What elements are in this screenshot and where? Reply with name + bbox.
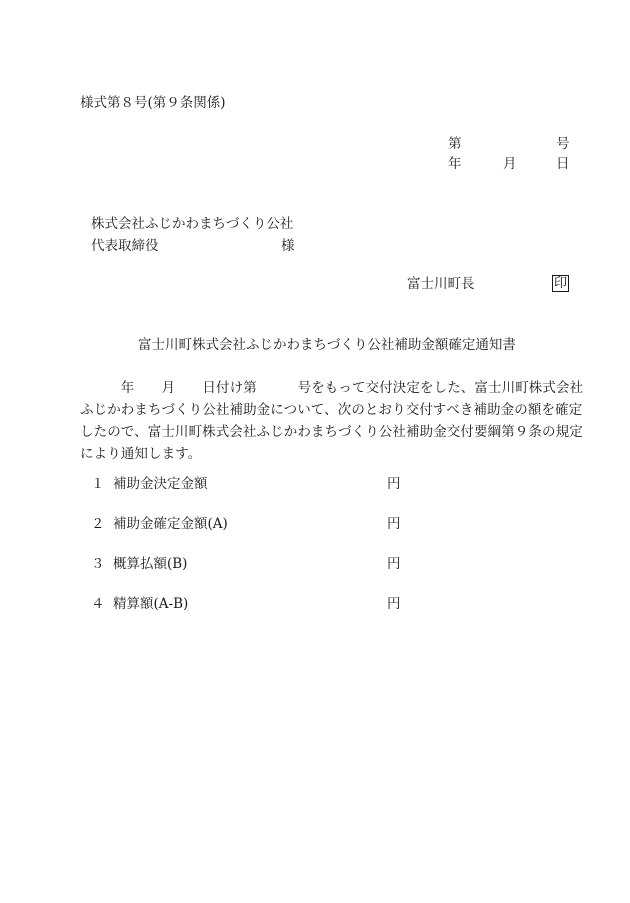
date-year: 年 [448,156,462,172]
body-paragraph [80,377,584,465]
body-line: ふじかわまちづくり公社補助金について、次のとおり交付すべき補助金の額を確定 [80,402,583,418]
item-row [91,558,187,572]
addressee-company: 株式会社ふじかわまちづくり公社 [91,216,294,232]
body-line: したので、富士川町株式会社ふじかわまちづくり公社補助金交付要綱第９条の規定 [80,424,583,440]
item-label: 精算額(A-B) [113,596,189,612]
addressee-role: 代表取締役 [91,238,159,254]
body-line: により通知します。 [80,446,202,462]
item-unit: 円 [387,556,401,572]
document-number-prefix: 第 [448,136,462,152]
item-row [91,598,188,612]
addressee-honorific: 様 [281,238,295,254]
item-label: 補助金決定金額 [113,476,208,492]
item-label: 概算払額(B) [113,556,188,572]
item-number: ２ [91,516,105,532]
item-row [91,478,208,492]
form-number: 様式第８号(第９条関係) [80,95,226,111]
body-line: 年 月 日付け第 号をもって交付決定をした、富士川町株式会社 [80,380,584,396]
item-row [91,518,228,532]
item-number: １ [91,476,105,492]
document-title: 富士川町株式会社ふじかわまちづくり公社補助金額確定通知書 [138,337,516,353]
sender-title: 富士川町長 [407,276,475,292]
item-number: ４ [91,596,105,612]
item-unit: 円 [387,516,401,532]
seal-stamp: 印 [554,276,568,291]
date-month: 月 [503,156,517,172]
item-unit: 円 [387,476,401,492]
item-number: ３ [91,556,105,572]
item-unit: 円 [387,596,401,612]
date-day: 日 [556,156,570,172]
document-number-suffix: 号 [556,136,570,152]
item-label: 補助金確定金額(A) [113,516,228,532]
